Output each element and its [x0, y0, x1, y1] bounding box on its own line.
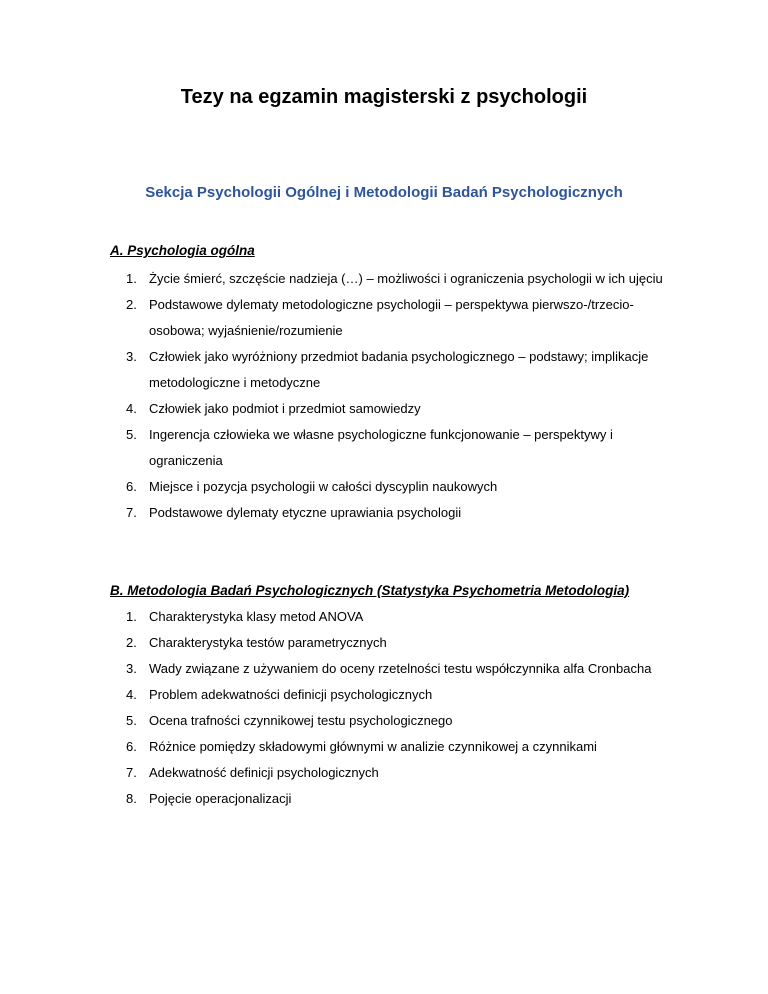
list-item-number: 6.: [126, 479, 137, 494]
list-item: [126, 682, 686, 708]
list-item-text: Wady związane z używaniem do oceny rzetelności testu współczynnika alfa Cronbacha: [149, 661, 652, 676]
part-b-heading: B. Metodologia Badań Psychologicznych (Statystyka Psychometria Metodologia): [110, 583, 630, 598]
part-a-list: [126, 266, 686, 526]
list-item-text: Podstawowe dylematy etyczne uprawiania psychologii: [149, 505, 462, 520]
list-item-text: Życie śmierć, szczęście nadzieja (…) – możliwości i ograniczenia psychologii w ich ujęciu: [149, 271, 663, 286]
list-item-number: 8.: [126, 791, 137, 806]
list-item-number: 5.: [126, 713, 137, 728]
list-item: [126, 500, 686, 526]
list-item-number: 3.: [126, 349, 137, 364]
list-item: [126, 786, 686, 812]
list-item-number: 1.: [126, 609, 137, 624]
list-item-text: Pojęcie operacjonalizacji: [149, 791, 292, 806]
list-item-number: 2.: [126, 635, 137, 650]
list-item-text: Miejsce i pozycja psychologii w całości dyscyplin naukowych: [149, 479, 498, 494]
list-item: [126, 630, 686, 656]
part-b-list: [126, 604, 686, 812]
list-item-text: Różnice pomiędzy składowymi głównymi w analizie czynnikowej a czynnikami: [149, 739, 597, 754]
list-item-text: Człowiek jako podmiot i przedmiot samowiedzy: [149, 401, 421, 416]
list-item-text: Adekwatność definicji psychologicznych: [149, 765, 379, 780]
section-title: Sekcja Psychologii Ogólnej i Metodologii Badań Psychologicznych: [145, 184, 623, 201]
part-a-heading: A. Psychologia ogólna: [110, 243, 255, 258]
list-item-number: 4.: [126, 687, 137, 702]
list-item-text: Charakterystyka testów parametrycznych: [149, 635, 387, 650]
list-item: [126, 604, 686, 630]
list-item-number: 7.: [126, 505, 137, 520]
list-item: [126, 344, 686, 396]
list-item-number: 4.: [126, 401, 137, 416]
list-item-number: 6.: [126, 739, 137, 754]
list-item: [126, 760, 686, 786]
list-item-text: Ocena trafności czynnikowej testu psychologicznego: [149, 713, 453, 728]
list-item-text: Charakterystyka klasy metod ANOVA: [149, 609, 364, 624]
list-item: [126, 396, 686, 422]
list-item: [126, 708, 686, 734]
list-item-text: Człowiek jako wyróżniony przedmiot badania psychologicznego – podstawy; implikacje metodologiczne i metodyczne: [149, 349, 649, 390]
list-item: [126, 292, 686, 344]
list-item: [126, 656, 686, 682]
list-item: [126, 474, 686, 500]
list-item-number: 1.: [126, 271, 137, 286]
list-item-text: Ingerencja człowieka we własne psychologiczne funkcjonowanie – perspektywy i ograniczenia: [149, 427, 613, 468]
list-item-number: 5.: [126, 427, 137, 442]
list-item: [126, 266, 686, 292]
list-item-number: 2.: [126, 297, 137, 312]
list-item-number: 7.: [126, 765, 137, 780]
page-title: Tezy na egzamin magisterski z psychologii: [180, 86, 588, 108]
list-item-text: Problem adekwatności definicji psychologicznych: [149, 687, 433, 702]
list-item-number: 3.: [126, 661, 137, 676]
list-item-text: Podstawowe dylematy metodologiczne psychologii – perspektywa pierwszo-/trzecio- osobowa; wyjaśnienie/rozumienie: [149, 297, 634, 338]
list-item: [126, 422, 686, 474]
list-item: [126, 734, 686, 760]
